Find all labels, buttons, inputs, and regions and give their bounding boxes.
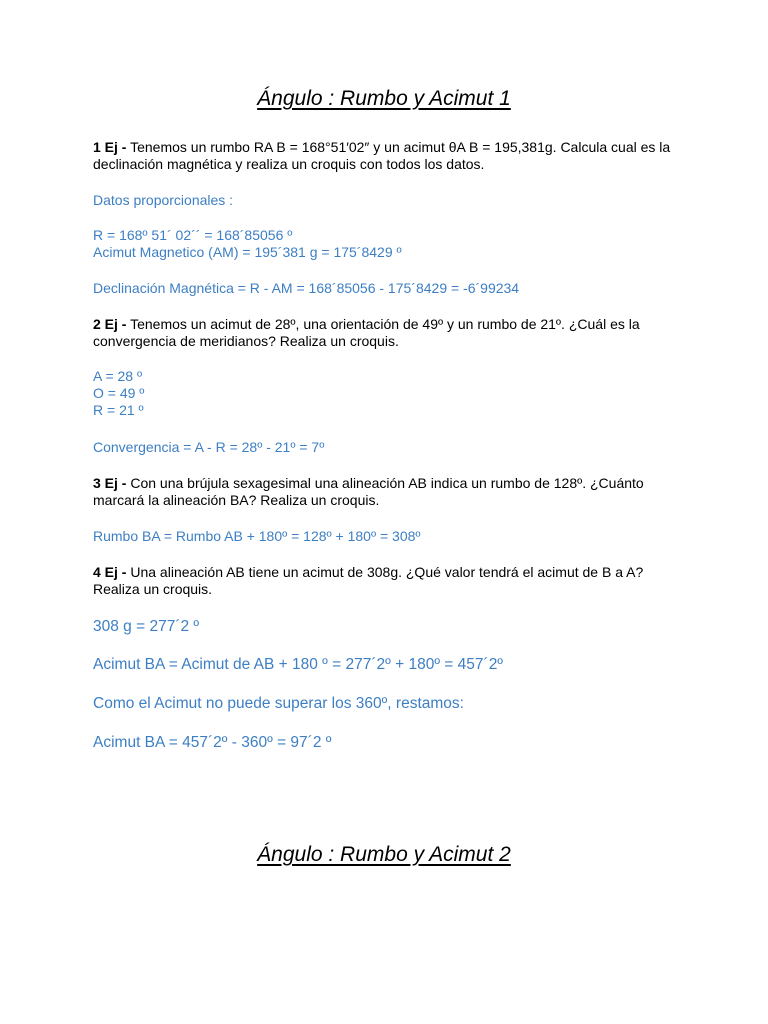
exercise-1-label: 1 Ej - — [93, 139, 127, 155]
exercise-2-answer-line: R = 21 º — [93, 402, 144, 418]
exercise-1-text: Tenemos un rumbo RA B = 168°51′02″ y un acimut θA B = 195,381g. Calcula cual es la declinación magnética y realiza un croquis con todos los datos. — [93, 139, 671, 172]
exercise-4-statement — [93, 564, 673, 598]
exercise-3-result: Rumbo BA = Rumbo AB + 180º = 128º + 180º = 308º — [93, 528, 421, 544]
exercise-1-answer — [93, 227, 673, 261]
exercise-2-text: Tenemos un acimut de 28º, una orientación de 49º y un rumbo de 21º. ¿Cuál es la convergencia de meridianos? Realiza un croquis. — [93, 316, 640, 349]
exercise-2-answer-line: A = 28 º — [93, 368, 143, 384]
exercise-1-answer-line: R = 168º 51´ 02´´ = 168´85056 º — [93, 227, 293, 243]
exercise-4-answer-line: 308 g = 277´2 º — [93, 618, 200, 635]
exercise-2-result: Convergencia = A - R = 28º - 21º = 7º — [93, 439, 325, 455]
exercise-2-statement — [93, 316, 673, 350]
section-2-title: Ángulo : Rumbo y Acimut 2 — [257, 843, 511, 866]
exercise-4-answer-line: Acimut BA = Acimut de AB + 180 º = 277´2º + 180º = 457´2º — [93, 656, 503, 673]
exercise-4-answer-line: Acimut BA = 457´2º - 360º = 97´2 º — [93, 734, 332, 751]
exercise-4-text: Una alineación AB tiene un acimut de 308g. ¿Qué valor tendrá el acimut de B a A? Realiza un croquis. — [93, 564, 644, 597]
exercise-1-statement — [93, 139, 673, 173]
exercise-1-answer-line: Acimut Magnetico (AM) = 195´381 g = 175´8429 º — [93, 244, 402, 260]
section-1-title: Ángulo : Rumbo y Acimut 1 — [257, 87, 511, 110]
exercise-2-answer-line: O = 49 º — [93, 385, 145, 401]
exercise-4-answer-line: Como el Acimut no puede superar los 360º, restamos: — [93, 695, 464, 712]
exercise-3-statement — [93, 475, 673, 509]
exercise-1-result: Declinación Magnética = R - AM = 168´85056 - 175´8429 = -6´99234 — [93, 280, 520, 296]
exercise-2-label: 2 Ej - — [93, 316, 127, 332]
exercise-4-label: 4 Ej - — [93, 564, 127, 580]
exercise-2-answer — [93, 368, 673, 419]
exercise-3-text: Con una brújula sexagesimal una alineación AB indica un rumbo de 128º. ¿Cuánto marcará la alineación BA? Realiza un croquis. — [93, 475, 644, 508]
exercise-3-label: 3 Ej - — [93, 475, 127, 491]
exercise-1-answer-heading: Datos proporcionales : — [93, 192, 234, 208]
